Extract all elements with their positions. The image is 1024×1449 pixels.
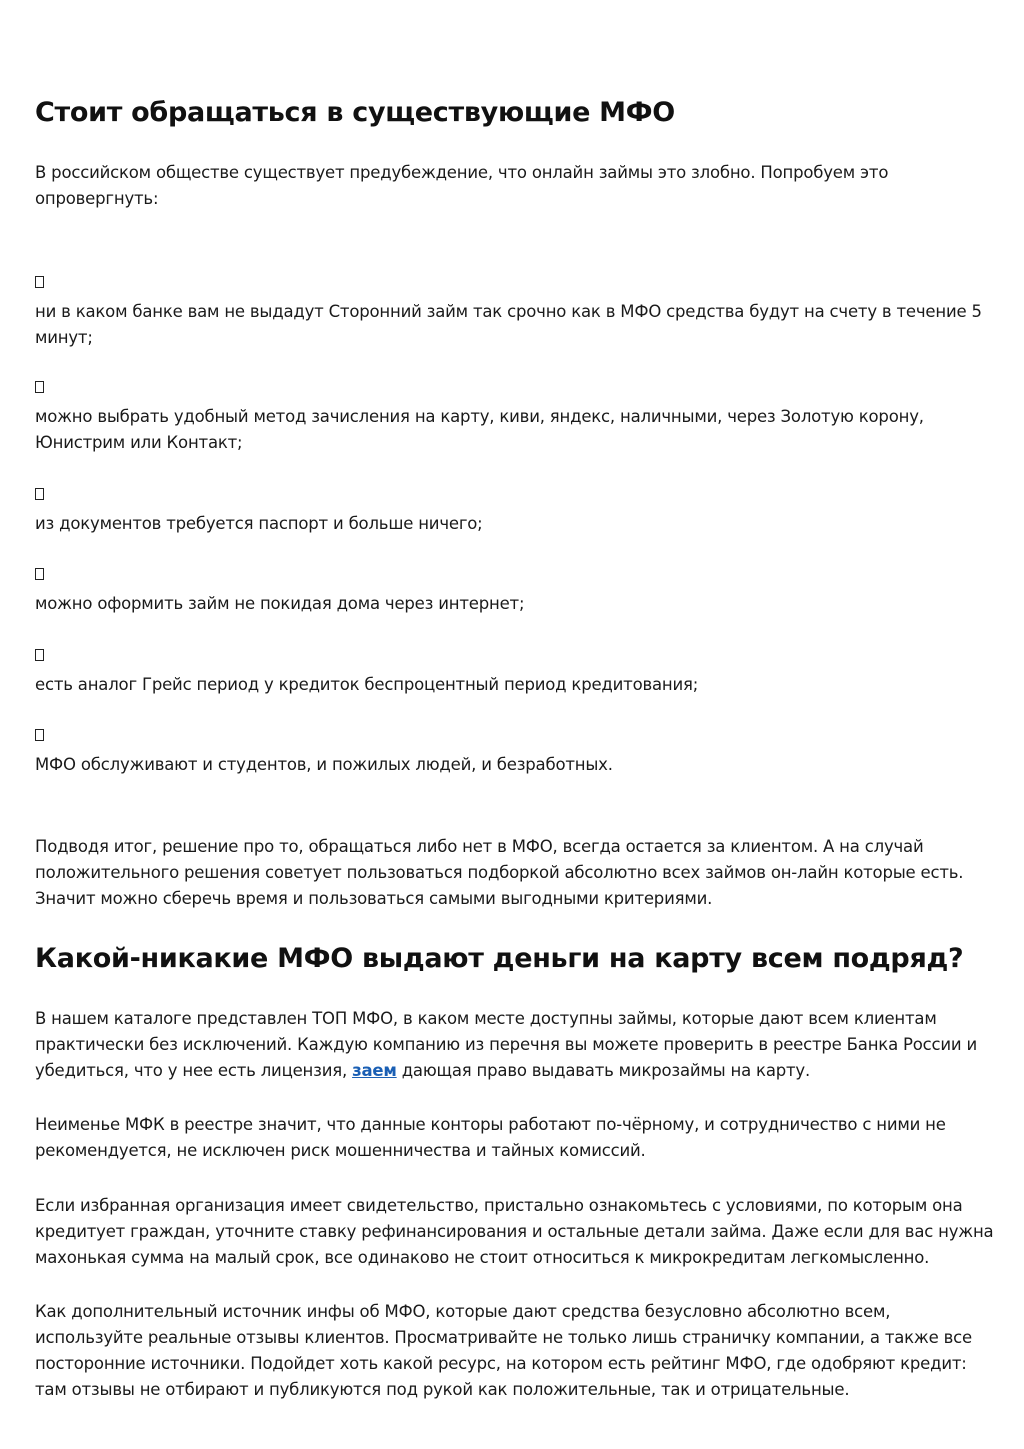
checkbox-icon: [35, 381, 44, 393]
list-item: [35, 568, 995, 617]
list-item-text: ни в каком банке вам не выдадут Сторонний займ так срочно как в МФО средства будут на счету в течение 5 минут;: [35, 302, 982, 347]
registry-paragraph: Неименье МФК в реестре значит, что данные конторы работают по-чёрному, и сотрудничество с ними не рекомендуется, не исключен риск мошенничества и тайных комиссий.: [35, 1115, 946, 1160]
list-item-text: МФО обслуживают и студентов, и пожилых людей, и безработных.: [35, 755, 613, 774]
checkbox-icon: [35, 488, 44, 500]
list-item-text: есть аналог Грейс период у кредиток беспроцентный период кредитования;: [35, 675, 699, 694]
catalog-paragraph: [35, 1006, 995, 1084]
list-item-text: можно выбрать удобный метод зачисления на карту, киви, яндекс, наличными, через Золотую корону, Юнистрим или Контакт;: [35, 407, 924, 452]
checkbox-icon: [35, 568, 44, 580]
list-item-text: из документов требуется паспорт и больше ничего;: [35, 514, 483, 533]
reviews-paragraph: Как дополнительный источник инфы об МФО, которые дают средства безусловно абсолютно всем, используйте реальные отзывы клиентов. Просматривайте не только лишь страничку компании, а также все посторонние источники. Подойдет хоть какой ресурс, на котором есть рейтинг МФО, где одобряют кредит: там отзывы не отбирают и публикуются под рукой как положительные, так и отрицательные.: [35, 1302, 972, 1399]
list-item: [35, 729, 995, 778]
list-item-text: можно оформить займ не покидая дома через интернет;: [35, 594, 525, 613]
intro-paragraph: В российском обществе существует предубеждение, что онлайн займы это злобно. Попробуем это опровергнуть:: [35, 163, 889, 208]
section-heading: Стоит обращаться в существующие МФО: [35, 97, 675, 128]
paragraph-text: В нашем каталоге представлен ТОП МФО, в каком месте доступны займы, которые дают всем клиентам практически без исключений. Каждую компанию из перечня вы можете проверить в реестре Банка России и убедиться, что у нее есть лицензия,: [35, 1009, 978, 1080]
checkbox-icon: [35, 276, 44, 288]
list-item: [35, 276, 995, 351]
section-heading: Какой-никакие МФО выдают деньги на карту всем подряд?: [35, 943, 964, 974]
license-paragraph: Если избранная организация имеет свидетельство, пристально ознакомьтесь с условиями, по которым она кредитует граждан, уточните ставку рефинансирования и остальные детали займа. Даже если для вас нужна махонькая сумма на малый срок, все одинаково не стоит относиться к микрокредитам легкомысленно.: [35, 1196, 994, 1267]
checkbox-icon: [35, 649, 44, 661]
paragraph-text: дающая право выдавать микрозаймы на карту.: [396, 1061, 811, 1080]
list-item: [35, 649, 995, 698]
summary-paragraph: Подводя итог, решение про то, обращаться либо нет в МФО, всегда остается за клиентом. А на случай положительного решения советует пользоваться подборкой абсолютно всех займов он-лайн которые есть. Значит можно сберечь время и пользоваться самыми выгодными критериями.: [35, 837, 964, 908]
list-item: [35, 381, 995, 456]
list-item: [35, 488, 995, 537]
checkbox-icon: [35, 729, 44, 741]
zaem-link[interactable]: заем: [352, 1061, 397, 1080]
